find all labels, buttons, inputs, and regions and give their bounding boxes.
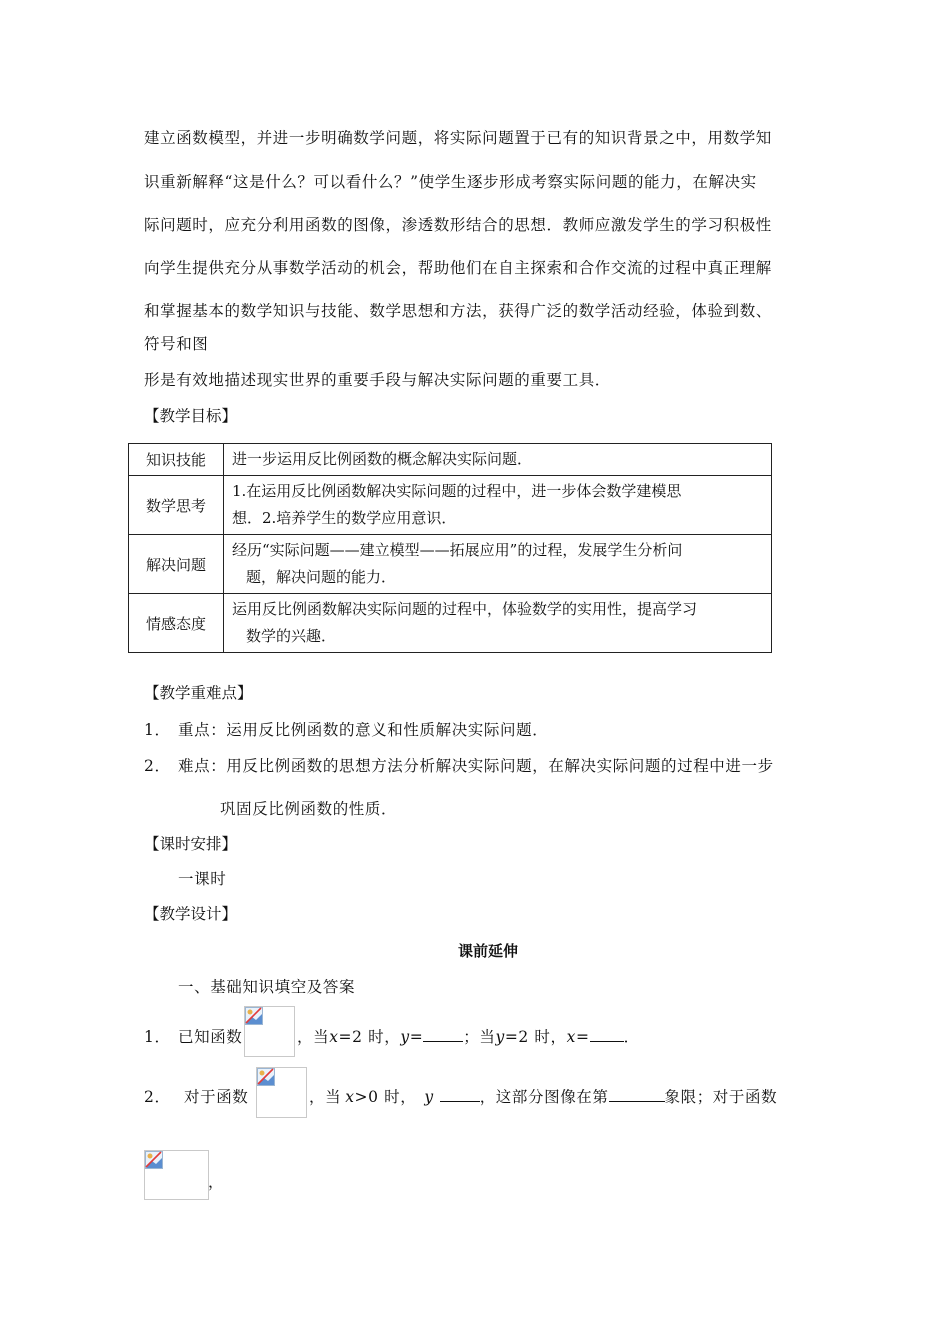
q2-var-x: x [345, 1088, 355, 1106]
q1-blank-2[interactable] [590, 1027, 624, 1042]
q1-var-y: y [400, 1028, 410, 1046]
objectives-table [128, 443, 772, 653]
objective-label: 数学思考 [129, 476, 224, 535]
q2-text-d: 象限；对于函数 [664, 1088, 778, 1106]
q1-text-e: =2 时， [504, 1028, 567, 1046]
design-heading: 【教学设计】 [144, 905, 238, 923]
table-row [129, 444, 772, 476]
q2-text-a: ，当 [309, 1088, 342, 1106]
q1-text-f: = [575, 1028, 590, 1046]
intro-line-5: 和掌握基本的数学知识与技能、数学思想和方法，获得广泛的数学活动经验，体验到数、 [144, 302, 772, 320]
q2-line [309, 1085, 777, 1107]
schedule-value: 一课时 [178, 870, 227, 888]
objective-text: 运用反比例函数解决实际问题的过程中，体验数学的实用性，提高学习 [232, 600, 698, 618]
q1-text-c: = [409, 1028, 424, 1046]
q1-number: 1． [144, 1028, 171, 1046]
objective-label: 解决问题 [129, 535, 224, 594]
q2-prefix: 对于函数 [184, 1088, 249, 1106]
keypoint-text-1: 重点：运用反比例函数的意义和性质解决实际问题． [178, 721, 549, 739]
keypoint-number-2: 2． [144, 757, 171, 775]
objective-label: 知识技能 [129, 444, 224, 476]
table-row [129, 535, 772, 594]
objectives-heading: 【教学目标】 [144, 407, 238, 425]
keypoints-heading: 【教学重难点】 [144, 684, 253, 702]
broken-image-icon [145, 1151, 163, 1169]
schedule-heading: 【课时安排】 [144, 835, 238, 853]
q2-text-c: ，这部分图像在第 [479, 1088, 609, 1106]
keypoint-number-1: 1． [144, 721, 171, 739]
intro-line-1: 建立函数模型，并进一步明确数学问题，将实际问题置于已有的知识背景之中，用数学知 [144, 129, 772, 147]
objective-text: 进一步运用反比例函数的概念解决实际问题． [232, 450, 533, 468]
objective-text-cont: 想．2.培养学生的数学应用意识． [232, 509, 457, 527]
q2-var-y: y [424, 1088, 434, 1106]
intro-line-7: 形是有效地描述现实世界的重要手段与解决实际问题的重要工具． [144, 371, 611, 389]
table-row [129, 594, 772, 653]
objective-text: 1.在运用反比例函数解决实际问题的过程中，进一步体会数学建模思 [232, 482, 682, 500]
q1-formula-image [244, 1006, 295, 1057]
section-title: 课前延伸 [458, 942, 519, 960]
objective-text: 经历“实际问题——建立模型——拓展应用”的过程，发展学生分析问 [232, 541, 683, 559]
objective-label: 情感态度 [129, 594, 224, 653]
q2-formula-image [256, 1067, 307, 1118]
q2-blank-1[interactable] [440, 1087, 480, 1102]
q2-blank-2[interactable] [609, 1087, 665, 1102]
broken-image-icon [245, 1007, 263, 1025]
q2-text-b: >0 时， [354, 1088, 417, 1106]
q1-text-g: ． [623, 1028, 640, 1046]
q1-line [297, 1025, 640, 1047]
objective-text-cont: 题，解决问题的能力． [246, 568, 397, 586]
keypoint-text-2: 难点：用反比例函数的思想方法分析解决实际问题，在解决实际问题的过程中进一步 [178, 757, 774, 775]
objective-text-cont: 数学的兴趣． [246, 627, 337, 645]
intro-line-2: 识重新解释“这是什么？可以看什么？”使学生逐步形成考察实际问题的能力，在解决实 [144, 173, 757, 191]
q1-blank-1[interactable] [423, 1027, 463, 1042]
q1-text-b: =2 时， [338, 1028, 401, 1046]
q2-number: 2． [144, 1088, 171, 1106]
keypoint-text-2-cont: 巩固反比例函数的性质． [220, 800, 398, 818]
q1-text-d: ；当 [463, 1028, 496, 1046]
q1-var-x2: x [566, 1028, 576, 1046]
intro-line-6: 符号和图 [144, 335, 209, 353]
intro-line-3: 际问题时，应充分利用函数的图像，渗透数形结合的思想．教师应激发学生的学习积极性 [144, 216, 772, 234]
intro-line-4: 向学生提供充分从事数学活动的机会，帮助他们在自主探索和合作交流的过程中真正理解 [144, 259, 772, 277]
table-row [129, 476, 772, 535]
sub-heading: 一、基础知识填空及答案 [178, 978, 356, 996]
q1-var-x: x [329, 1028, 339, 1046]
q2-formula-image-2 [144, 1150, 209, 1200]
q1-prefix: 已知函数 [178, 1028, 243, 1046]
q2-trail: ， [208, 1173, 225, 1191]
broken-image-icon [257, 1068, 275, 1086]
q1-var-y2: y [495, 1028, 505, 1046]
q1-text-a: ，当 [297, 1028, 330, 1046]
